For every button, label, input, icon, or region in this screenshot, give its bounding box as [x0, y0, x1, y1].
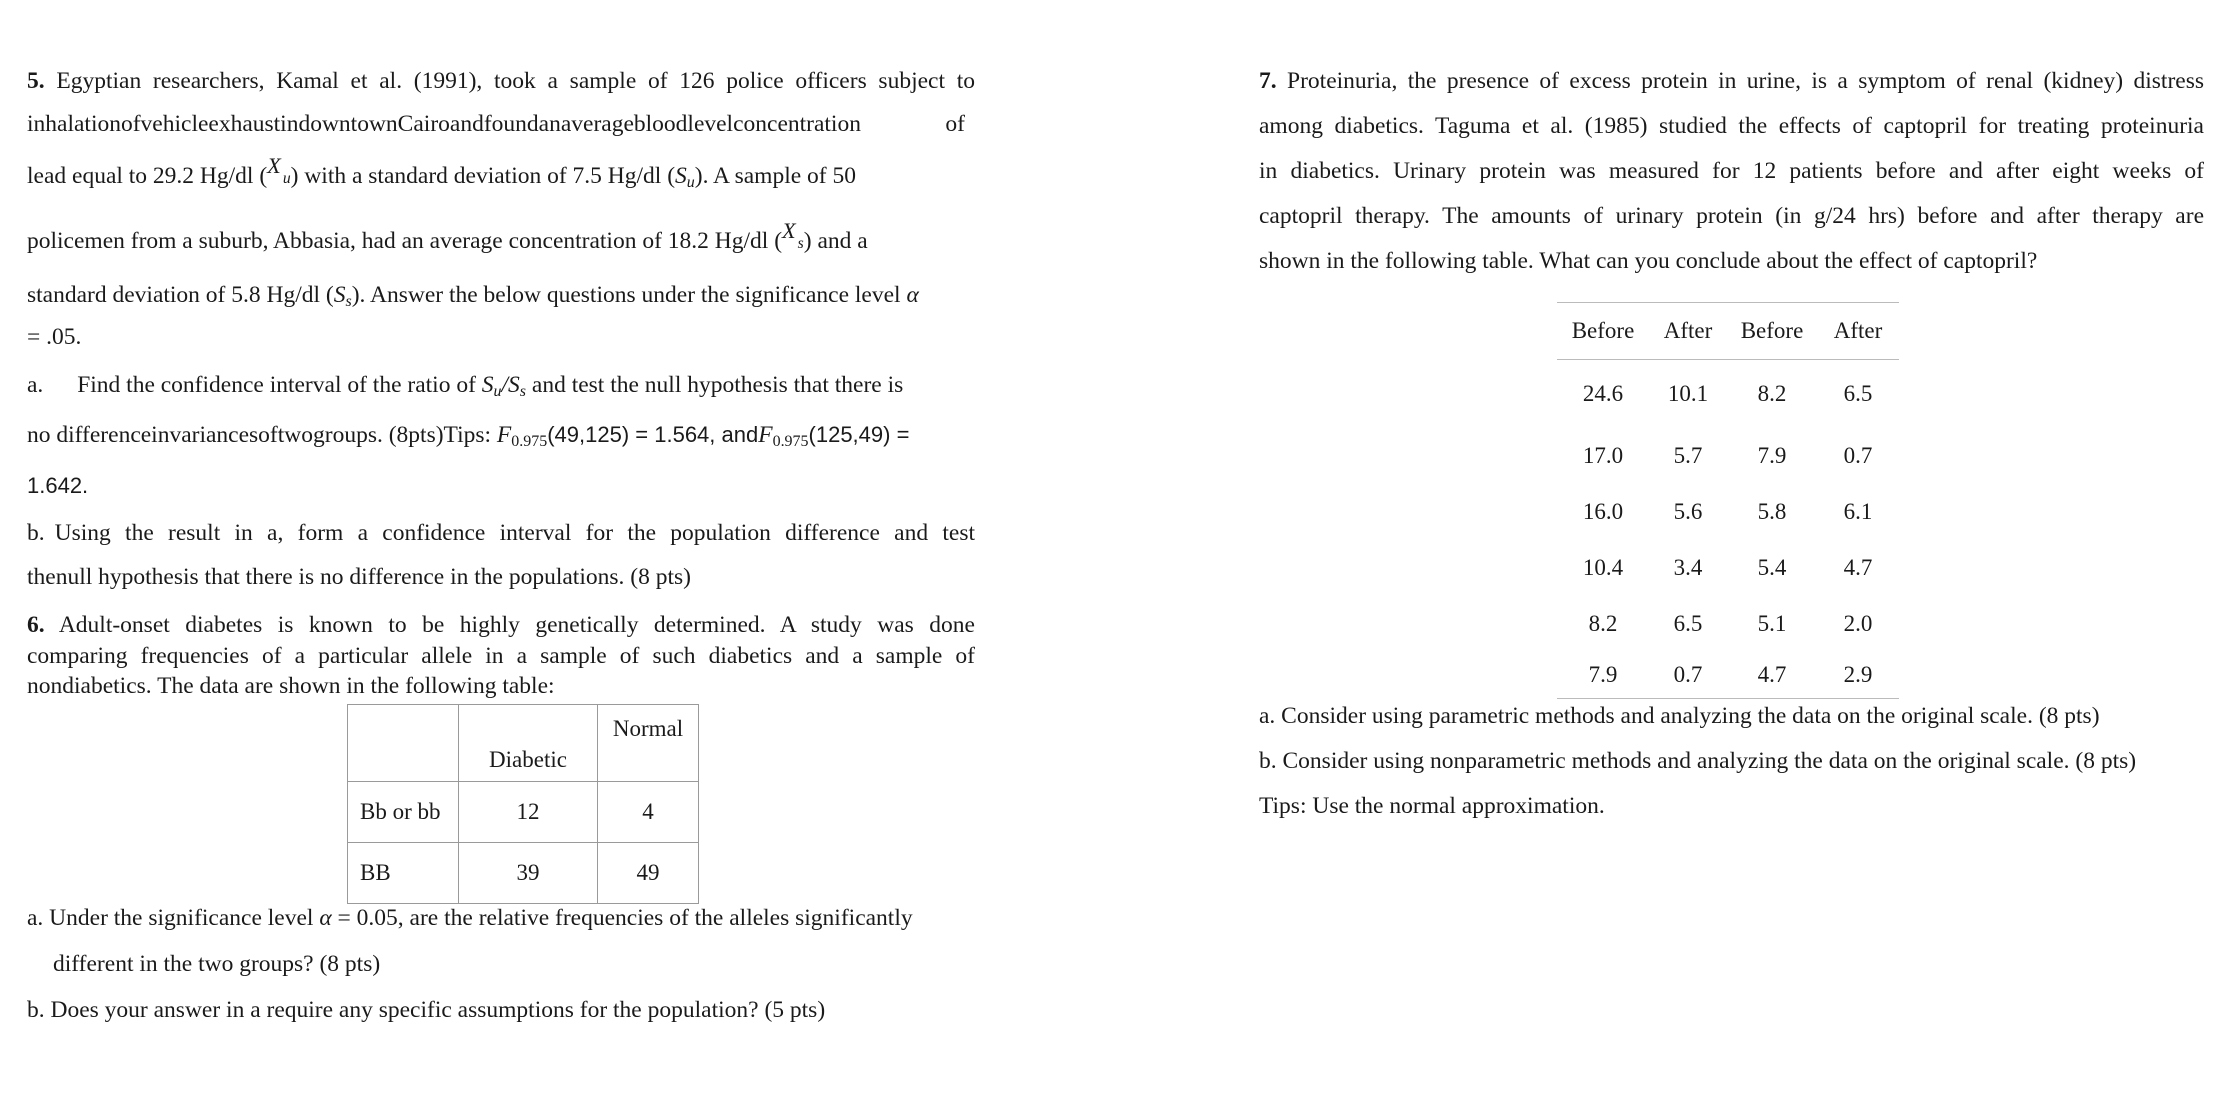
alpha-symbol: α	[906, 282, 919, 308]
table-cell: 10.1	[1667, 381, 1709, 406]
table-cell: 5.7	[1673, 443, 1703, 468]
p5-line-1: 5. Egyptian researchers, Kamal et al. (1991), took a sample of 126 police officers subject to	[27, 68, 975, 94]
p7-line-1: 7. Proteinuria, the presence of excess protein in urine, is a symptom of renal (kidney) distress	[1259, 68, 2204, 94]
table-cell: 3.4	[1673, 555, 1703, 580]
p5-question-a-line-3: 1.642.	[27, 473, 89, 498]
p6-question-a-line-1: a. Under the significance level α = 0.05, are the relative frequencies of the alleles significantly	[27, 905, 913, 931]
table-cell: 49	[598, 843, 699, 904]
p7-tips: Tips: Use the normal approximation.	[1259, 793, 1605, 819]
table-cell: 5.8	[1757, 499, 1787, 524]
table-cell: 10.4	[1582, 555, 1624, 580]
p5-line-5: standard deviation of 5.8 Hg/dl $(S_s)$. Answer the below questions under the significance level α	[27, 282, 919, 310]
allele-frequency-table	[347, 704, 699, 904]
table-cell: 4.7	[1843, 555, 1873, 580]
table-cell: 4.7	[1757, 662, 1787, 687]
urinary-protein-table	[1557, 302, 1899, 699]
table-cell: 0.7	[1673, 662, 1703, 687]
table-row	[1557, 652, 1899, 698]
table-header-before: Before	[1740, 318, 1804, 343]
p7-line-3: in diabetics. Urinary protein was measured for 12 patients before and after eight weeks of	[1259, 158, 2204, 184]
table-cell: 6.5	[1843, 381, 1873, 406]
p7-line-2: among diabetics. Taguma et al. (1985) studied the effects of captopril for treating proteinuria	[1259, 113, 2204, 139]
table-row	[1557, 360, 1899, 428]
p7-number: 7.	[1259, 68, 1277, 94]
row-label: Bb or bb	[348, 782, 459, 843]
table-header-empty-cell	[348, 705, 459, 782]
p6-number: 6.	[27, 612, 45, 638]
table-cell: 5.4	[1757, 555, 1787, 580]
table-cell: 5.6	[1673, 499, 1703, 524]
table-cell: 6.1	[1843, 499, 1873, 524]
p6-line-1: 6. Adult-onset diabetes is known to be highly genetically determined. A study was done	[27, 612, 975, 638]
p6-line-3: nondiabetics. The data are shown in the following table:	[27, 673, 555, 699]
p5-line-3: lead equal to 29.2 Hg/dl (Xu) with a standard deviation of 7.5 Hg/dl $(S_u)$. A sample of 50	[27, 161, 856, 194]
table-body	[1557, 360, 1899, 698]
table-cell: 17.0	[1582, 443, 1624, 468]
table-header-normal: Normal	[598, 705, 699, 782]
table-row	[1557, 596, 1899, 652]
p5-line-4: policemen from a suburb, Abbasia, had an average concentration of 18.2 Hg/dl (Xs) and a	[27, 226, 868, 259]
p5-question-b-line-1: b. Using the result in a, form a confidence interval for the population difference and test	[27, 520, 975, 546]
p5-line-6: = .05.	[27, 324, 82, 350]
p7-question-b: b. Consider using nonparametric methods and analyzing the data on the original scale. (8 pts)	[1259, 748, 2137, 774]
p5-number: 5.	[27, 68, 45, 94]
table-row	[348, 782, 699, 843]
table-header-row	[348, 705, 699, 782]
table-row	[1557, 484, 1899, 540]
p5-question-a-line-1: a. Find the confidence interval of the ratio of $S_u/S_s$ and test the null hypothesis that there is	[27, 372, 904, 400]
row-label: BB	[348, 843, 459, 904]
p6-line-2: comparing frequencies of a particular allele in a sample of such diabetics and a sample of	[27, 643, 975, 669]
table-header-after: After	[1833, 318, 1883, 343]
table-cell: 8.2	[1588, 611, 1618, 636]
p7-line-5: shown in the following table. What can you conclude about the effect of captopril?	[1259, 248, 2038, 274]
table-cell: 7.9	[1588, 662, 1618, 687]
p6-question-a-line-2: different in the two groups? (8 pts)	[53, 951, 381, 977]
table-row	[1557, 540, 1899, 596]
table-cell: 16.0	[1582, 499, 1624, 524]
p7-line-4: captopril therapy. The amounts of urinary protein (in g/24 hrs) before and after therapy are	[1259, 203, 2204, 229]
table-cell: 2.0	[1843, 611, 1873, 636]
table-cell: 2.9	[1843, 662, 1873, 687]
table-cell: 0.7	[1843, 443, 1873, 468]
table-cell: 5.1	[1757, 611, 1787, 636]
p7-question-a: a. Consider using parametric methods and analyzing the data on the original scale. (8 pts)	[1259, 703, 2100, 729]
alpha-symbol: α	[319, 905, 332, 931]
table-cell: 7.9	[1757, 443, 1787, 468]
table-cell: 4	[598, 782, 699, 843]
table-cell: 39	[459, 843, 598, 904]
table-cell: 12	[459, 782, 598, 843]
table-row	[1557, 428, 1899, 484]
table-cell: 8.2	[1757, 381, 1787, 406]
p5-question-b-line-2: thenull hypothesis that there is no difference in the populations. (8 pts)	[27, 564, 691, 590]
table-header-after: After	[1663, 318, 1713, 343]
table-header-before: Before	[1571, 318, 1635, 343]
table-cell: 24.6	[1582, 381, 1624, 406]
x-bar-s-symbol: Xs	[782, 217, 804, 252]
table-cell: 6.5	[1673, 611, 1703, 636]
p5-question-a-line-2: no differenceinvariancesoftwogroups. (8pts)Tips: $F_{0.975}(49,125) = 1.564$, andF$_{0.975}$(125,49) =	[27, 422, 910, 450]
p5-b-label: b.	[27, 520, 45, 546]
table-row	[348, 843, 699, 904]
p5-line-2: inhalationofvehicleexhaustindowntownCairoandfoundanaveragebloodlevelconcentration of	[27, 111, 965, 137]
table-header-row	[1557, 303, 1899, 360]
x-bar-u-symbol: Xu	[267, 152, 291, 187]
p6-question-b: b. Does your answer in a require any specific assumptions for the population? (5 pts)	[27, 997, 826, 1023]
table-header-diabetic: Diabetic	[459, 705, 598, 782]
p5-a-label: a.	[27, 372, 44, 398]
